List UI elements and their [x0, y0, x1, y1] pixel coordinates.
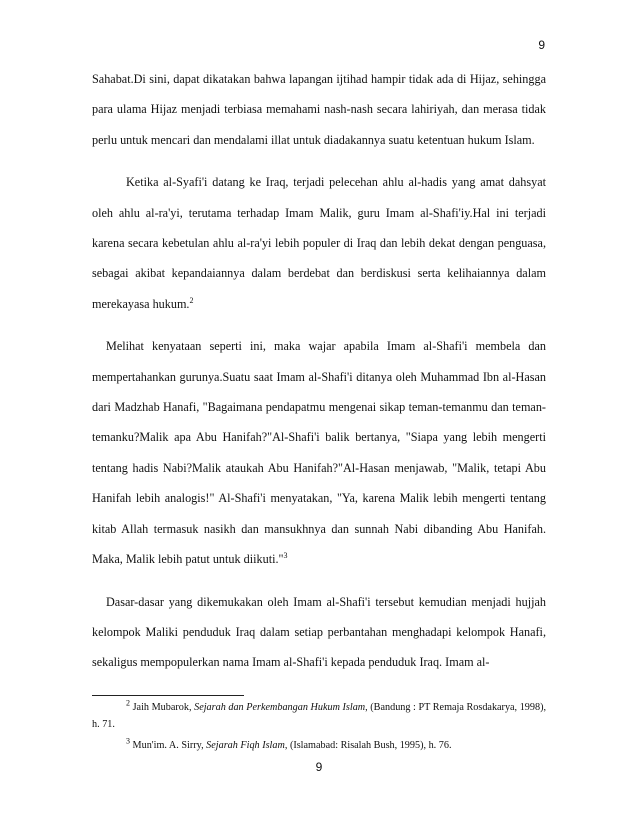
footnote-title: Sejarah dan Perkembangan Hukum Islam [194, 702, 366, 713]
paragraph [92, 331, 546, 574]
footnote [92, 738, 546, 755]
footnote-author: Mun'im. A. Sirry, [132, 740, 204, 751]
paragraph [92, 64, 546, 155]
footnote-rest: , (Bandung : PT Remaja Rosdakarya, 1998), h. 71. [92, 702, 547, 730]
page-number-bottom: 9 [315, 760, 323, 774]
footnote-divider [92, 695, 244, 696]
paragraph-text: Ketika al-Syafi'i datang ke Iraq, terjadi pelecehan ahlu al-hadis yang amat dahsyat oleh ahlu al-ra'yi, terutama terhadap Imam Malik, guru Imam al-Shafi'iy.Hal ini terjadi karena secara kebetulan ahlu al-ra'yi lebih populer di Iraq dan lebih dekat dengan penguasa, sebagai akibat kepandaiannya dalam berdebat dan berdiskusi serta kelihaiannya dalam merekayasa hukum. [92, 175, 546, 311]
footnote-author: Jaih Mubarok, [132, 702, 192, 713]
paragraph-text: Melihat kenyataan seperti ini, maka wajar apabila Imam al-Shafi'i membela dan mempertahankan gurunya.Suatu saat Imam al-Shafi'i ditanya oleh Muhammad Ibn al-Hasan dari Madzhab Hanafi, "Bagaimana pendapatmu mengenai sikap teman-temanmu dan teman-temanku?Malik apa Abu Hanifah?"Al-Shafi'i balik bertanya, "Siapa yang lebih mengerti tentang hadis Nabi?Malik ataukah Abu Hanifah?"Al-Hasan menjawab, "Malik, tetapi Abu Hanifah lebih analogis!" Al-Shafi'i menyatakan, "Ya, karena Malik lebih mengerti tentang kitab Allah termasuk nasikh dan mansukhnya dan sunnah Nabi dibanding Abu Hanifah. Maka, Malik lebih patut untuk diikuti." [92, 339, 546, 567]
footnote-ref: 2 [189, 295, 194, 305]
footnote-ref: 3 [283, 551, 288, 561]
footnote-marker: 2 [126, 698, 130, 708]
paragraph [92, 587, 546, 678]
footnote-title: Sejarah Fiqh Islam [206, 740, 285, 751]
footnote-rest: , (Islamabad: Risalah Bush, 1995), h. 76. [284, 740, 452, 751]
footnotes [92, 700, 546, 755]
paragraph-text: Dasar-dasar yang dikemukakan oleh Imam al-Shafi'i tersebut kemudian menjadi hujjah kelompok Maliki penduduk Iraq dalam setiap perbantahan menghadapi kelompok Hanafi, sekaligus mempopulerkan nama Imam al-Shafi'i kepada penduduk Iraq. Imam al- [92, 594, 546, 670]
paragraph [92, 167, 546, 319]
footnote [92, 700, 546, 733]
paragraph-text: Sahabat.Di sini, dapat dikatakan bahwa lapangan ijtihad hampir tidak ada di Hijaz, sehingga para ulama Hijaz menjadi terbiasa memahami nash-nash secara lahiriyah, dan merasa tidak perlu untuk mencari dan mendalami illat untuk diadakannya suatu ketentuan hukum Islam. [92, 72, 546, 147]
page-number-top: 9 [538, 38, 545, 52]
body-text [92, 64, 546, 678]
footnote-marker: 3 [126, 736, 130, 746]
